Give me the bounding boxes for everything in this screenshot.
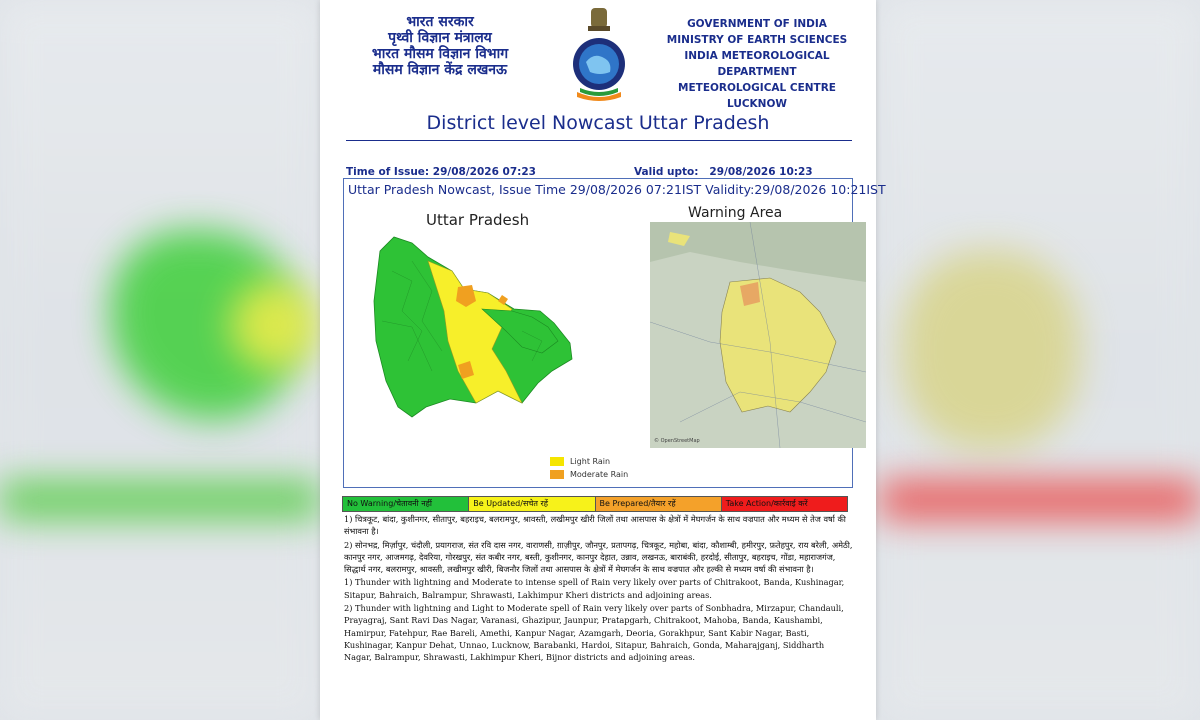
warning-be-updated: Be Updated/सचेत रहें <box>468 497 594 511</box>
warning-be-prepared: Be Prepared/तैयार रहें <box>595 497 721 511</box>
english-line: MINISTRY OF EARTH SCIENCES <box>666 34 848 46</box>
legend-label: Light Rain <box>570 457 611 466</box>
hindi-line: मौसम विज्ञान केंद्र लखनऊ <box>372 62 508 78</box>
up-district-map <box>372 231 602 421</box>
hindi-header <box>340 14 540 78</box>
english-forecast-1: 1) Thunder with lightning and Moderate to intense spell of Rain very likely over parts of Chitrakoot, Banda, Kushinagar, Sitapur, Bahraich, Balrampur, Shrawasti, Lakhimpur Kheri districts and adjoining areas. <box>344 577 845 600</box>
legend-swatch-light-rain <box>550 457 564 466</box>
title-divider <box>346 140 852 141</box>
legend-swatch-moderate-rain <box>550 470 564 479</box>
forecast-text <box>344 513 854 665</box>
hindi-line: भारत सरकार <box>406 14 474 30</box>
english-forecast-2: 2) Thunder with lightning and Light to Moderate spell of Rain very likely over parts of Sonbhadra, Mirzapur, Chandauli, Prayagraj, Sant Ravi Das Nagar, Varanasi, Ghazipur, Jaunpur, Pratapgarh, Chitrakoot, Mahoba, Banda, Kaushambi, Hamirpur, Fatehpur, Rae Bareli, Amethi, Kanpur Nagar, Azamgarh, Deoria, Gorakhpur, Sant Kabir Nagar, Basti, Kushinagar, Kanpur Dehat, Unnao, Lucknow, Barabanki, Hardoi, Sitapur, Bahraich, Gonda, Maharajganj, Siddharth Nagar, Balrampur, Shrawasti, Lakhimpur Kheri, Bijnor districts and adjoining areas. <box>344 603 844 663</box>
national-emblem-icon <box>564 6 634 104</box>
page-title: District level Nowcast Uttar Pradesh <box>426 112 770 134</box>
warning-take-action: Take Action/कार्रवाई करें <box>721 497 847 511</box>
legend-label: Moderate Rain <box>570 470 629 479</box>
time-of-issue: Time of Issue: 29/08/2026 07:23 <box>346 166 536 178</box>
hindi-forecast-1: 1) चित्रकूट, बांदा, कुशीनगर, सीतापुर, बहराइच, बलरामपुर, श्रावस्ती, लखीमपुर खीरी जिलों तथा आसपास के क्षेत्रों में मेघगर्जन के साथ वज्रपात और मध्यम से तेज वर्षा की संभावना है। <box>344 514 846 537</box>
legend-item <box>550 468 628 481</box>
svg-text:© OpenStreetMap: © OpenStreetMap <box>654 438 700 444</box>
hindi-line: पृथ्वी विज्ञान मंत्रालय <box>388 30 492 46</box>
hindi-line: भारत मौसम विज्ञान विभाग <box>371 46 509 62</box>
nowcast-map-panel <box>343 178 886 488</box>
up-map-title: Uttar Pradesh <box>426 211 530 229</box>
warning-area-title: Warning Area <box>688 205 783 221</box>
legend-item <box>550 455 628 468</box>
english-line: METEOROLOGICAL CENTRE LUCKNOW <box>678 82 836 110</box>
warning-no-warning: No Warning/चेतावनी नहीं <box>343 497 468 511</box>
map-legend <box>550 455 628 481</box>
warning-color-bar <box>342 496 848 512</box>
valid-upto: Valid upto: 29/08/2026 10:23 <box>634 166 813 178</box>
hindi-forecast-2: 2) सोनभद्र, मिर्ज़ापुर, चंदौली, प्रयागराज, संत रवि दास नगर, वाराणसी, ग़ाज़ीपुर, जौनपुर, प्रतापगढ़, चित्रकूट, महोबा, बांदा, कौशाम्बी, हमीरपुर, फ़तेहपुर, राय बरेली, अमेठी, कानपुर नगर, आजमगढ़, देवरिया, गोरखपुर, संत कबीर नगर, बस्ती, कुशीनगर, कानपुर देहात, उन्नाव, लखनऊ, बाराबंकी, हरदोई, सीतापुर, बहराइच, गोंडा, महाराजगंज, सिद्धार्थ नगर, बलरामपुर, श्रावस्ती, लखीमपुर खीरी, बिजनौर जिलों तथा आसपास के क्षेत्रों में मेघगर्जन के साथ वज्रपात और हल्की से मध्यम वर्षा की संभावना है। <box>344 539 853 575</box>
english-header <box>648 16 866 112</box>
english-line: GOVERNMENT OF INDIA <box>687 18 827 30</box>
nowcast-bulletin-page <box>320 0 886 720</box>
map-header: Uttar Pradesh Nowcast, Issue Time 29/08/2026 07:21IST Validity:29/08/2026 10:21IST <box>348 182 886 197</box>
warning-area-satellite-map <box>650 222 866 448</box>
english-line: INDIA METEOROLOGICAL DEPARTMENT <box>684 50 830 78</box>
